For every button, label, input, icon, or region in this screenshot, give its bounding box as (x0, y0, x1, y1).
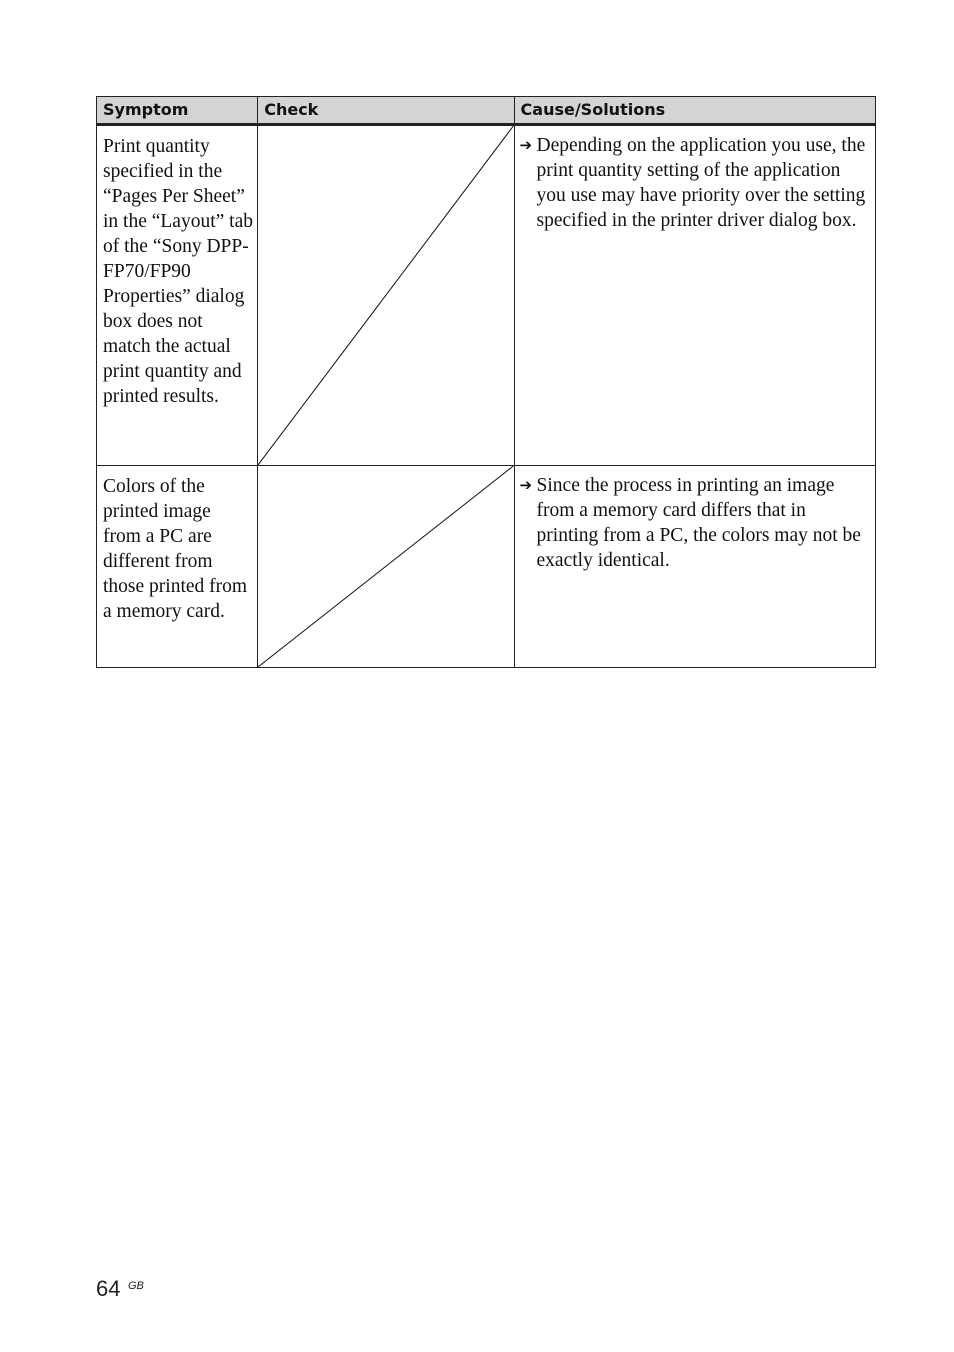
symptom-cell: Print quantity specified in the “Pages Per Sheet” in the “Layout” tab of the “Sony DPP-FP70/FP90 Properties” dialog box does not match the actual print quantity and printed results. (97, 125, 258, 466)
check-cell-empty (258, 466, 514, 668)
cause-text: Depending on the application you use, the print quantity setting of the application you use may have priority over the setting specified in the printer driver dialog box. (536, 135, 866, 231)
page-language-suffix: GB (128, 1280, 144, 1292)
diagonal-slash (258, 126, 513, 465)
cause-cell (514, 466, 875, 668)
header-check: Check (258, 97, 514, 125)
table-header-row (97, 97, 876, 125)
diagonal-slash (258, 466, 513, 667)
arrow-right-icon: ➔ (519, 476, 533, 494)
cause-text: Since the process in printing an image from a memory card differs that in printing from a PC, the colors may not be exactly identical. (536, 475, 861, 571)
cause-cell (514, 125, 875, 466)
header-symptom: Symptom (97, 97, 258, 125)
arrow-right-icon: ➔ (519, 136, 533, 154)
page-number: 64 (96, 1276, 121, 1301)
table-row (97, 125, 876, 466)
header-cause-solutions: Cause/Solutions (514, 97, 875, 125)
check-cell-empty (258, 125, 514, 466)
symptom-cell: Colors of the printed image from a PC are different from those printed from a memory card. (97, 466, 258, 668)
table-row (97, 466, 876, 668)
troubleshooting-table (96, 96, 876, 668)
